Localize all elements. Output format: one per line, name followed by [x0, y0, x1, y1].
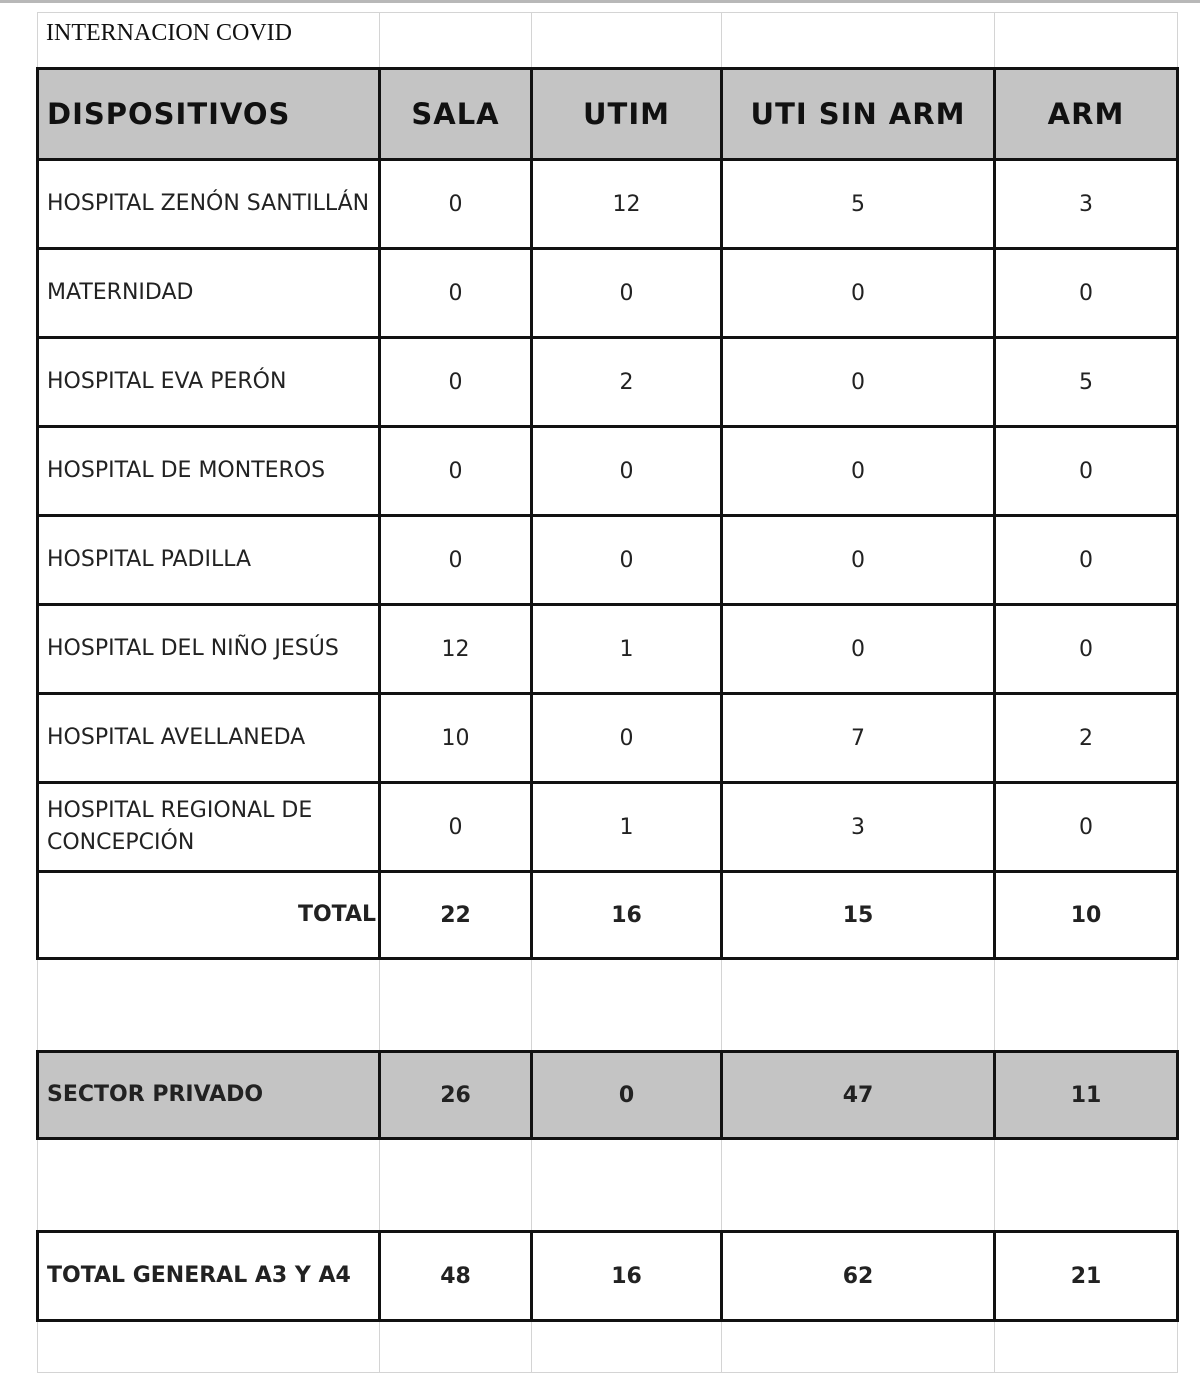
cell-value: 1	[532, 783, 722, 872]
table-row	[38, 249, 1178, 338]
row-label: HOSPITAL REGIONAL DE CONCEPCIÓN	[38, 783, 380, 872]
header-sala: SALA	[380, 69, 532, 160]
empty-row	[38, 1321, 1178, 1373]
cell-value: 0	[380, 160, 532, 249]
row-label: MATERNIDAD	[38, 249, 380, 338]
sector-privado-row	[38, 1052, 1178, 1139]
title-row	[38, 13, 1178, 69]
table-row	[38, 427, 1178, 516]
table-row	[38, 605, 1178, 694]
empty-row	[38, 959, 1178, 1052]
cell-value: 0	[995, 605, 1178, 694]
table-row	[38, 160, 1178, 249]
cell-value: 3	[722, 783, 995, 872]
cell-value: 22	[380, 872, 532, 959]
header-utim: UTIM	[532, 69, 722, 160]
cell-value: 1	[532, 605, 722, 694]
row-label: SECTOR PRIVADO	[38, 1052, 380, 1139]
cell-value: 2	[532, 338, 722, 427]
cell-value: 0	[722, 338, 995, 427]
cell-value: 21	[995, 1232, 1178, 1321]
cell-value: 62	[722, 1232, 995, 1321]
cell-value: 0	[380, 516, 532, 605]
cell-value: 3	[995, 160, 1178, 249]
table-row	[38, 694, 1178, 783]
row-label: HOSPITAL EVA PERÓN	[38, 338, 380, 427]
cell-value: 0	[995, 516, 1178, 605]
row-label: HOSPITAL DE MONTEROS	[38, 427, 380, 516]
cell-value: 0	[380, 249, 532, 338]
row-label: HOSPITAL PADILLA	[38, 516, 380, 605]
cell-value: 0	[995, 427, 1178, 516]
header-arm: ARM	[995, 69, 1178, 160]
table-row	[38, 338, 1178, 427]
row-label: HOSPITAL ZENÓN SANTILLÁN	[38, 160, 380, 249]
row-label: TOTAL	[38, 872, 380, 959]
cell-value: 0	[722, 249, 995, 338]
table-row	[38, 516, 1178, 605]
cell-value: 0	[380, 427, 532, 516]
total-general-row	[38, 1232, 1178, 1321]
window-top-border	[0, 0, 1200, 3]
row-label: TOTAL GENERAL A3 Y A4	[38, 1232, 380, 1321]
sheet-title: INTERNACION COVID	[38, 13, 380, 69]
covid-table	[36, 12, 1179, 1373]
cell-value: 10	[995, 872, 1178, 959]
header-dispositivos: DISPOSITIVOS	[38, 69, 380, 160]
cell-value: 0	[722, 516, 995, 605]
row-label: HOSPITAL DEL NIÑO JESÚS	[38, 605, 380, 694]
cell-value: 5	[722, 160, 995, 249]
cell-value: 2	[995, 694, 1178, 783]
cell-value: 0	[380, 338, 532, 427]
cell-value: 0	[722, 605, 995, 694]
total-row	[38, 872, 1178, 959]
cell-value: 0	[722, 427, 995, 516]
row-label: HOSPITAL AVELLANEDA	[38, 694, 380, 783]
cell-value: 12	[532, 160, 722, 249]
cell-value: 0	[532, 1052, 722, 1139]
table-row	[38, 783, 1178, 872]
header-row	[38, 69, 1178, 160]
cell-value: 15	[722, 872, 995, 959]
cell-value: 16	[532, 1232, 722, 1321]
cell-value: 47	[722, 1052, 995, 1139]
cell-value: 0	[995, 783, 1178, 872]
cell-value: 0	[532, 694, 722, 783]
cell-value: 0	[532, 249, 722, 338]
cell-value: 16	[532, 872, 722, 959]
cell-value: 0	[995, 249, 1178, 338]
cell-value: 48	[380, 1232, 532, 1321]
cell-value: 11	[995, 1052, 1178, 1139]
cell-value: 26	[380, 1052, 532, 1139]
header-uti-sin-arm: UTI SIN ARM	[722, 69, 995, 160]
cell-value: 10	[380, 694, 532, 783]
cell-value: 12	[380, 605, 532, 694]
cell-value: 5	[995, 338, 1178, 427]
cell-value: 7	[722, 694, 995, 783]
empty-row	[38, 1139, 1178, 1232]
cell-value: 0	[532, 427, 722, 516]
cell-value: 0	[380, 783, 532, 872]
cell-value: 0	[532, 516, 722, 605]
